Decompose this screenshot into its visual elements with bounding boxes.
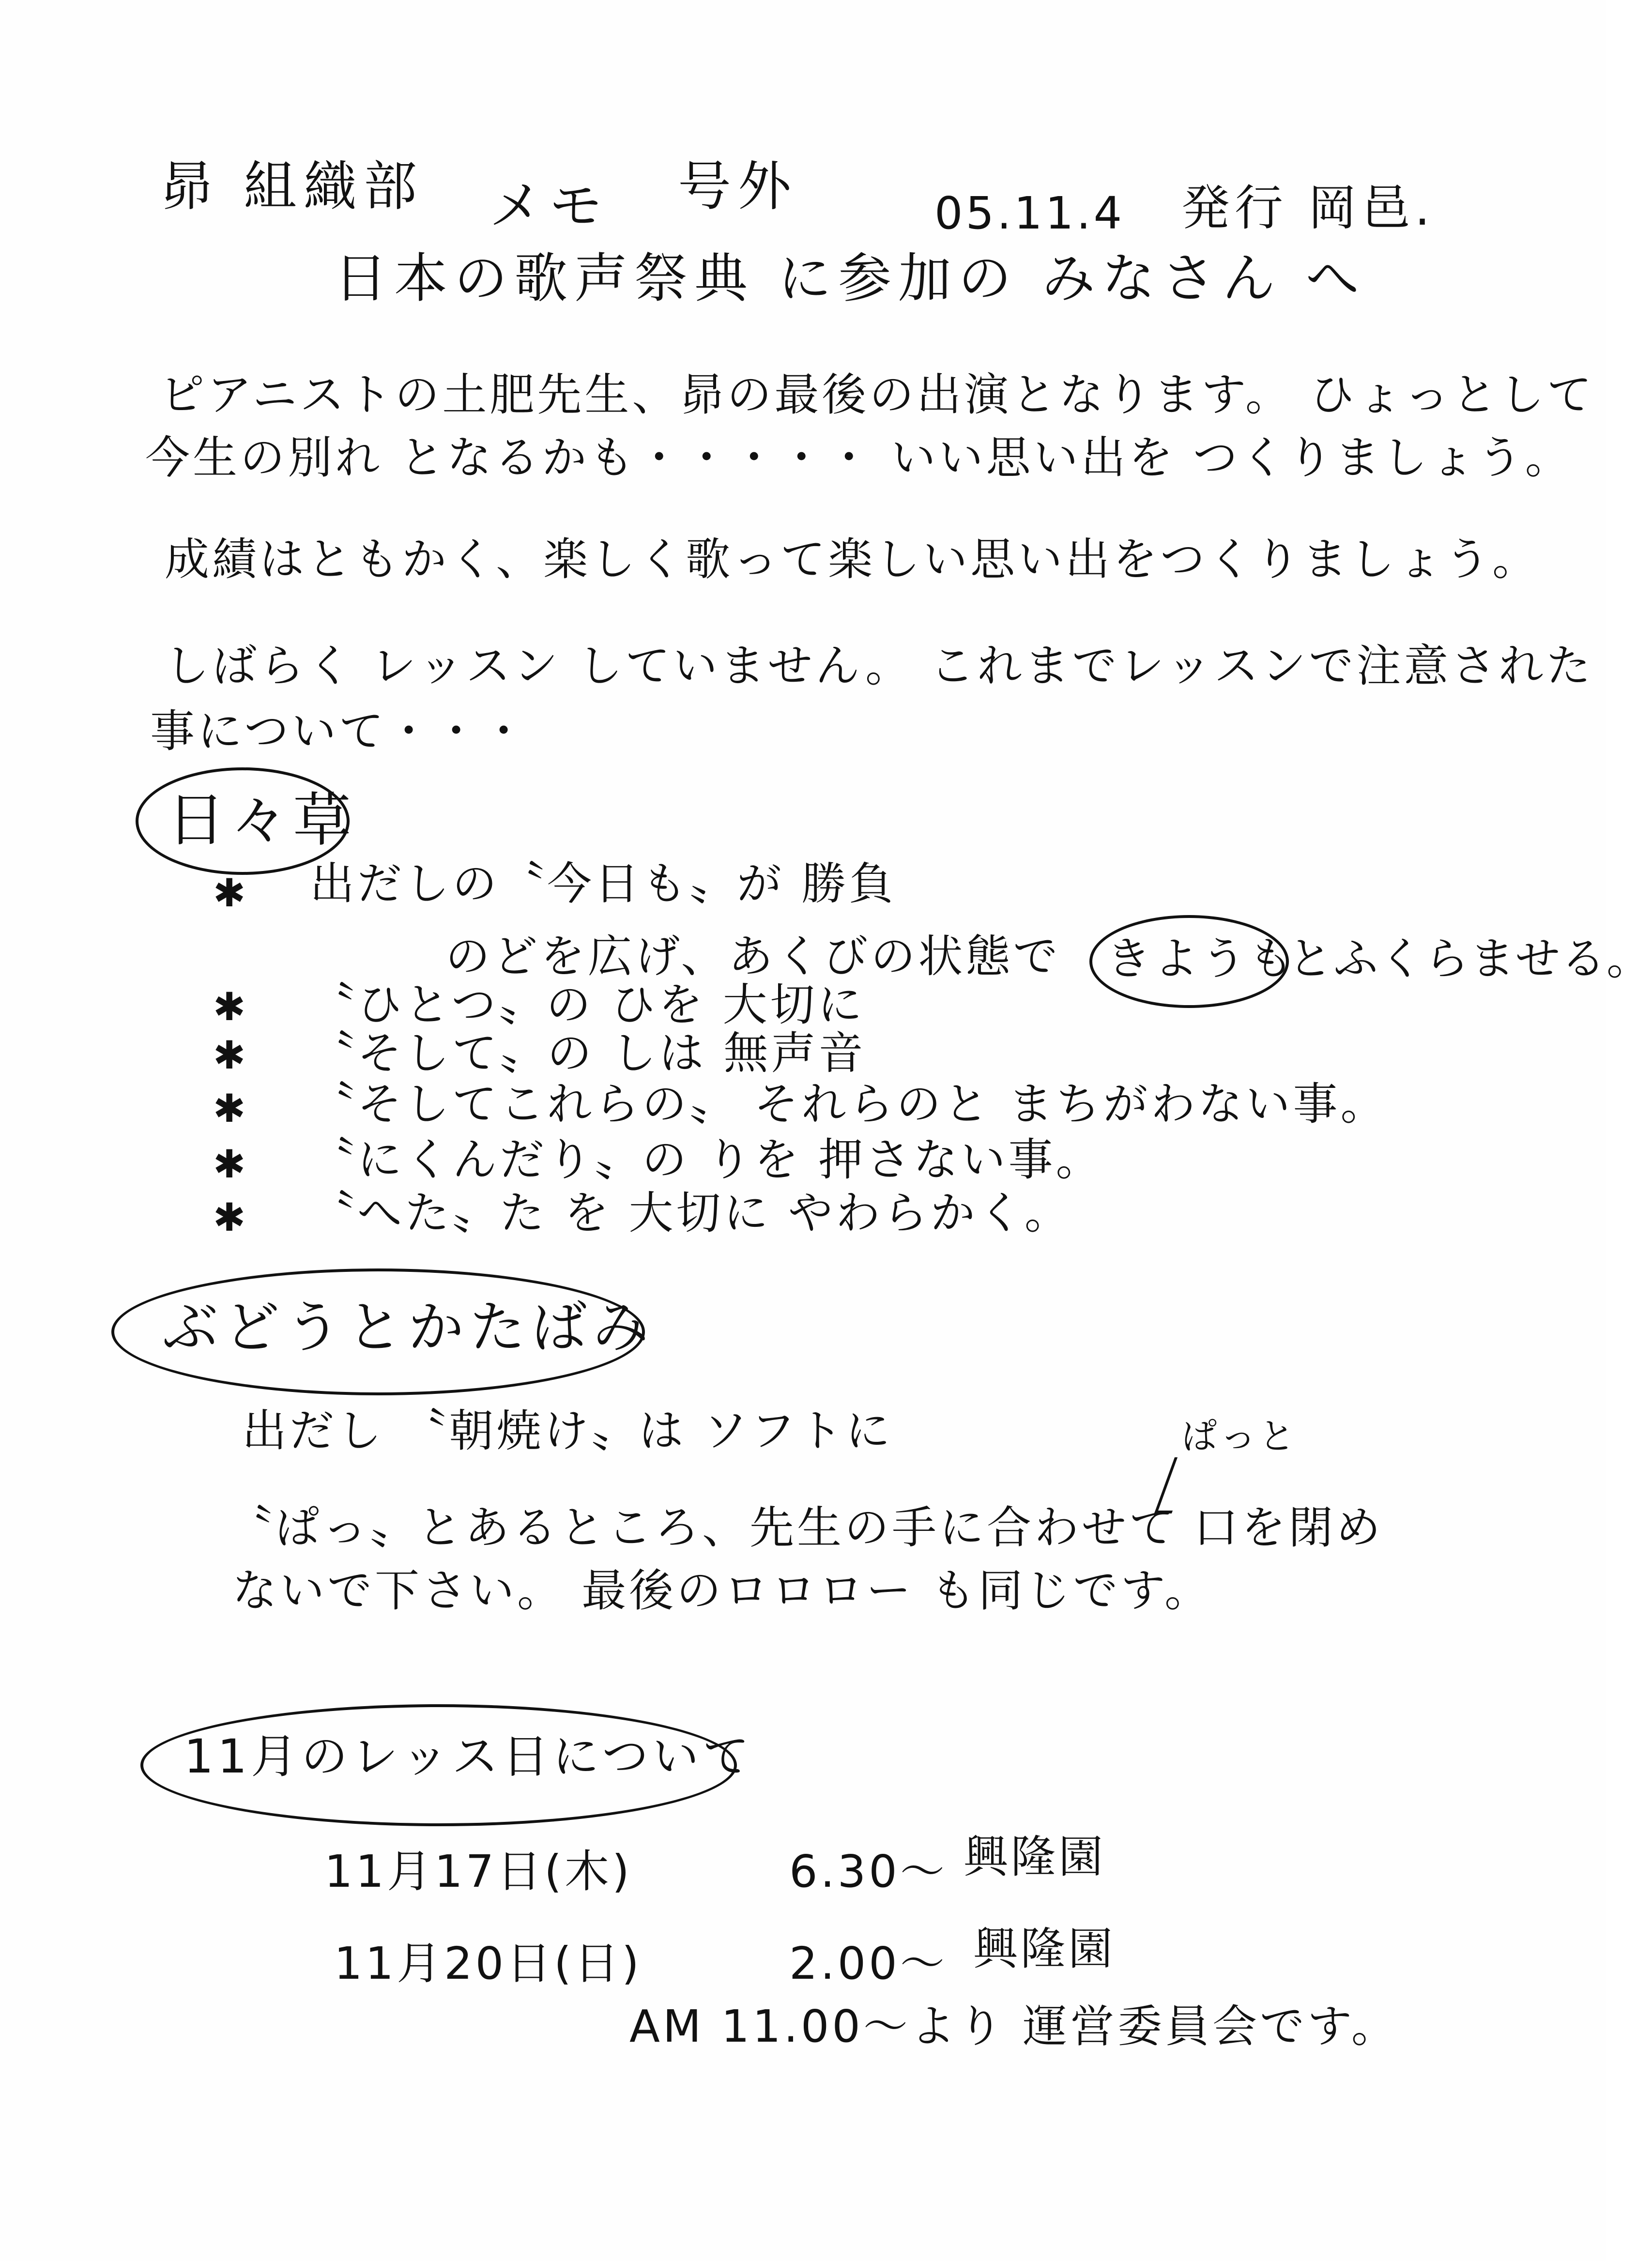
section1-bullet-1: ✱ xyxy=(213,871,246,916)
header-org: 昴 組織部 xyxy=(160,155,424,217)
section1-item-3: 〝ひとつ〟の ひを 大切に xyxy=(310,979,865,1031)
section1-item-1: 出だしの〝今日も〟が 勝負 xyxy=(310,858,897,910)
section1-bullet-5: ✱ xyxy=(213,1086,246,1131)
schedule-note: AM 11.00～より 運営委員会です。 xyxy=(629,2001,1399,2052)
header-issue-no: 号外 xyxy=(678,155,798,217)
section2-line-2: 〝ぱっ〟とあるところ、先生の手に合わせて 口を閉め xyxy=(228,1502,1384,1554)
schedule-row-2-time: 2.00～ xyxy=(789,1938,948,1989)
section1-item-2-cont: とふくらませる。 xyxy=(1288,933,1652,985)
section1-bullet-4: ✱ xyxy=(213,1033,246,1078)
schedule-row-1-place: 興隆園 xyxy=(964,1831,1106,1883)
section1-bullet-6: ✱ xyxy=(213,1142,246,1187)
intro-line-3: 成績はともかく、楽しく歌って楽しい思い出をつくりましょう。 xyxy=(165,534,1540,585)
intro-line-5: 事について・・・ xyxy=(150,705,529,757)
intro-line-4: しばらく レッスン していません。 これまでレッスンで注意された xyxy=(165,640,1594,692)
section1-item-5: 〝そしてこれらの〟 それらのと まちがわない事。 xyxy=(310,1078,1388,1130)
header-subtitle: 日本の歌声祭典 に参加の みなさん へ xyxy=(334,247,1366,309)
section1-item-7: 〝へた〟た を 大切に やわらかく。 xyxy=(310,1187,1072,1239)
section2-line-1: 出だし 〝朝焼け〟は ソフトに xyxy=(242,1405,893,1457)
header-date: 05.11.4 xyxy=(934,187,1125,239)
section2-title: ぶどうとかたばみ xyxy=(162,1295,655,1360)
section2-insert: ぱっと xyxy=(1181,1416,1298,1457)
section1-item-4: 〝そして〟の しは 無声音 xyxy=(310,1027,866,1079)
section1-title: 日々草 xyxy=(167,787,356,854)
intro-line-1: ピアニストの土肥先生、昴の最後の出演となります。 ひょっとして xyxy=(160,369,1595,421)
section1-item-6: 〝にくんだり〟の りを 押さない事。 xyxy=(310,1134,1103,1186)
section1-bullet-3: ✱ xyxy=(213,984,246,1029)
section1-item-2: のどを広げ、あくびの状態で xyxy=(445,931,1061,982)
schedule-row-1-time: 6.30～ xyxy=(789,1846,948,1897)
header-issued-by: 発行 岡邑. xyxy=(1181,180,1435,236)
section1-bullet-7: ✱ xyxy=(213,1195,246,1240)
schedule-row-2-place: 興隆園 xyxy=(973,1923,1116,1975)
schedule-row-2-date: 11月20日(日) xyxy=(334,1938,642,1989)
section3-title: 11月のレッス日について xyxy=(184,1729,753,1784)
section2-line-3: ないで下さい。 最後のロロロー も同じです。 xyxy=(232,1565,1212,1617)
circled-word: きようも xyxy=(1106,933,1297,985)
intro-line-2: 今生の別れ となるかも・・・・・ いい思い出を つくりましょう。 xyxy=(145,432,1573,484)
header-memo: メモ xyxy=(489,175,609,237)
schedule-row-1-date: 11月17日(木) xyxy=(324,1846,632,1897)
